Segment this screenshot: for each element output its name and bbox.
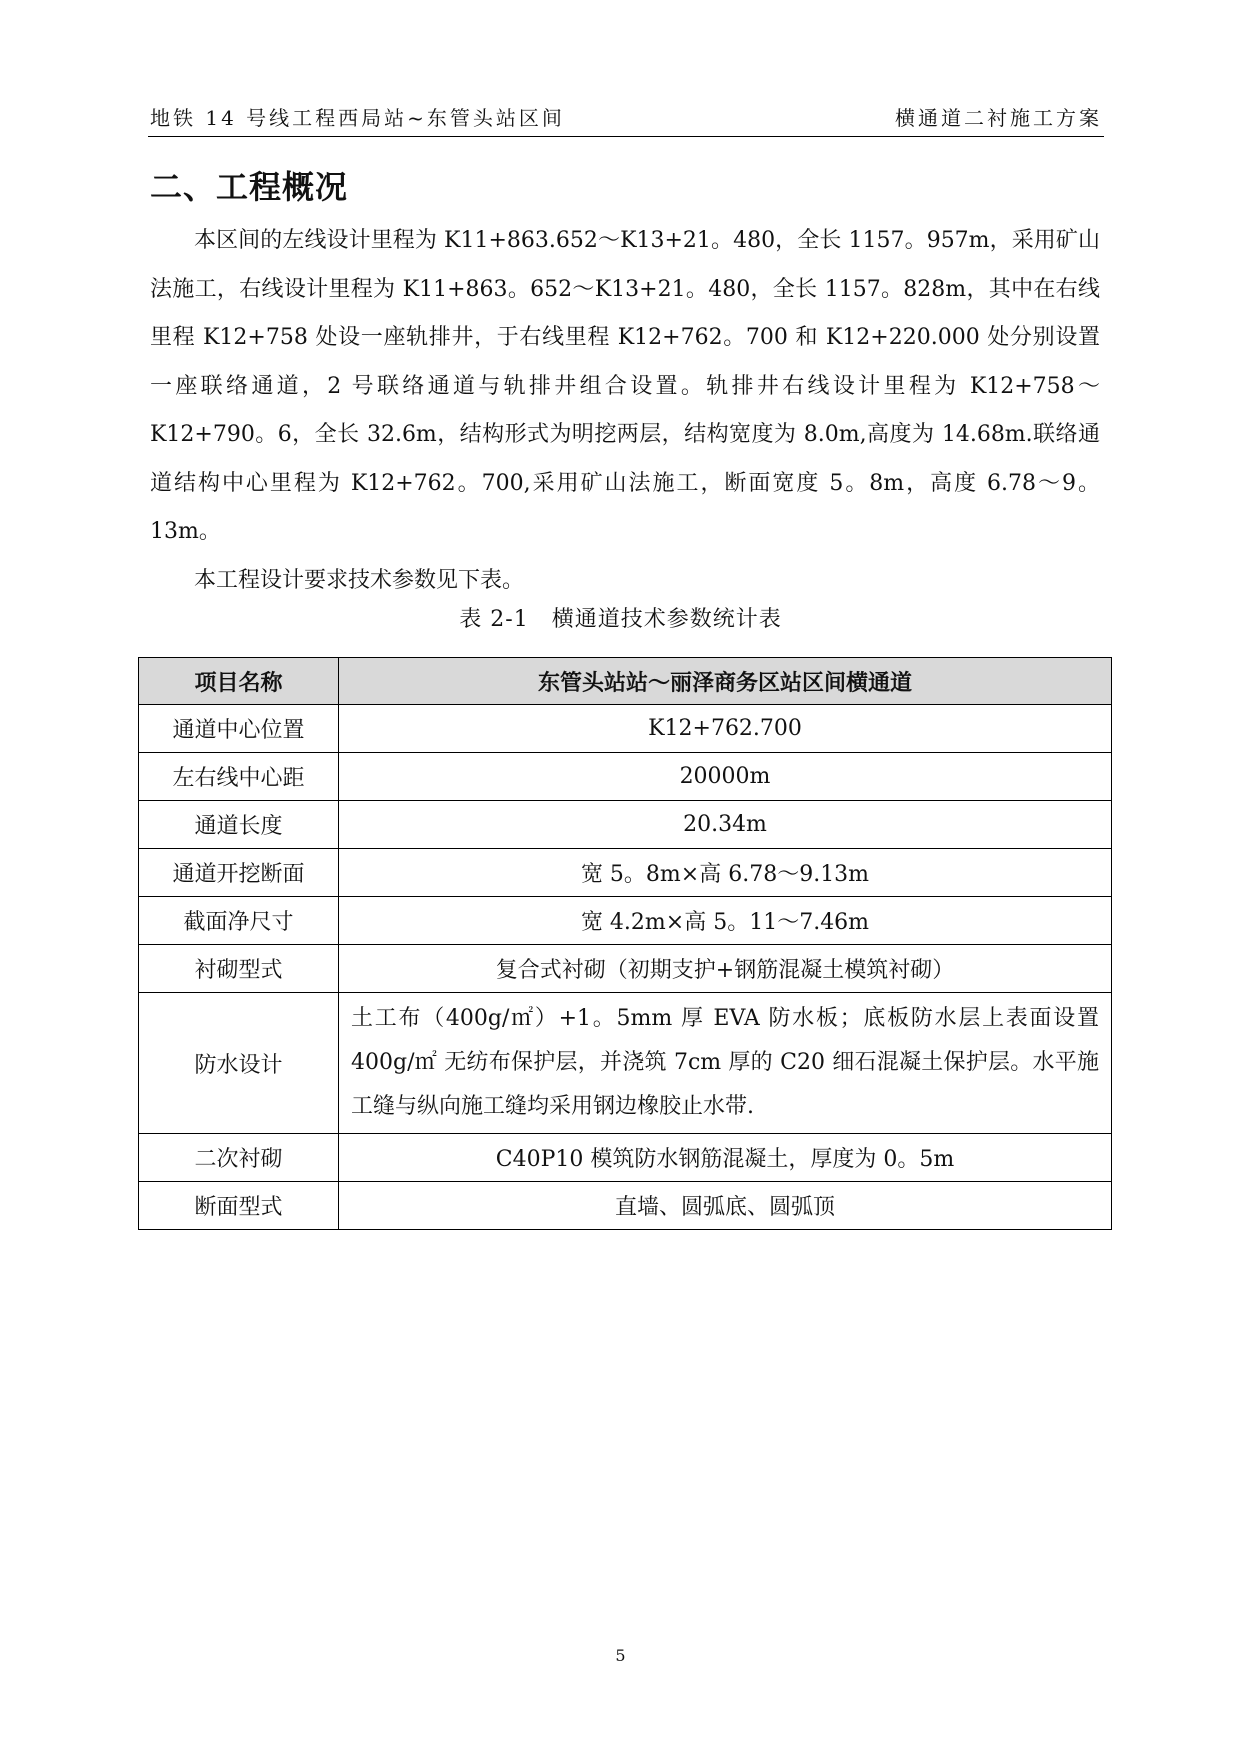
- row-label: 衬砌型式: [139, 945, 339, 993]
- row-label: 二次衬砌: [139, 1134, 339, 1182]
- row-value: 20.34m: [339, 801, 1112, 849]
- row-value: 宽 4.2m×高 5。11～7.46m: [339, 897, 1112, 945]
- overview-paragraph: 本区间的左线设计里程为 K11+863.652～K13+21。480，全长 1157。957m，采用矿山法施工，右线设计里程为 K11+863。652～K13+21。480，全长 1157。828m，其中在右线里程 K12+758 处设一座轨排井，于右线里程 K12+762。700 和 K12+220.000 处分别设置一座联络通道，2 号联络通道与轨排井组合设置。轨排井右线设计里程为 K12+758～K12+790。6，全长 32.6m，结构形式为明挖两层，结构宽度为 8.0m,高度为 14.68m.联络通道结构中心里程为 K12+762。700,采用矿山法施工，断面宽度 5。8m，高度 6.78～9。13m。: [150, 228, 1100, 544]
- row-value: K12+762.700: [339, 705, 1112, 753]
- row-value: 复合式衬砌（初期支护+钢筋混凝土模筑衬砌）: [339, 945, 1112, 993]
- table-header-row: [139, 658, 1112, 705]
- row-label: 截面净尺寸: [139, 897, 339, 945]
- row-value: 20000m: [339, 753, 1112, 801]
- row-label: 通道长度: [139, 801, 339, 849]
- table-row: [139, 1182, 1112, 1230]
- row-value: 宽 5。8m×高 6.78～9.13m: [339, 849, 1112, 897]
- table-row: [139, 993, 1112, 1134]
- table-row: [139, 705, 1112, 753]
- row-label: 通道开挖断面: [139, 849, 339, 897]
- technical-parameters-table: [138, 657, 1112, 1230]
- table-row: [139, 801, 1112, 849]
- table-row: [139, 753, 1112, 801]
- row-value: 直墙、圆弧底、圆弧顶: [339, 1182, 1112, 1230]
- row-label: 断面型式: [139, 1182, 339, 1230]
- table-row: [139, 849, 1112, 897]
- header-item-name: 项目名称: [139, 658, 339, 705]
- table-caption: 表 2-1 横通道技术参数统计表: [459, 607, 782, 632]
- row-label: 防水设计: [139, 993, 339, 1134]
- table-intro-paragraph: 本工程设计要求技术参数见下表。: [194, 568, 525, 593]
- page-number: 5: [615, 1646, 626, 1665]
- header-project-title: 地铁 14 号线工程西局站~东管头站区间: [150, 106, 565, 130]
- header-document-title: 横通道二衬施工方案: [895, 106, 1102, 130]
- header-section-name: 东管头站站～丽泽商务区站区间横通道: [339, 658, 1112, 705]
- table-row: [139, 1134, 1112, 1182]
- row-value: 土工布（400g/㎡）+1。5mm 厚 EVA 防水板；底板防水层上表面设置 400g/㎡ 无纺布保护层，并浇筑 7cm 厚的 C20 细石混凝土保护层。水平施工缝与纵向施工缝均采用钢边橡胶止水带.: [339, 993, 1112, 1134]
- table-row: [139, 945, 1112, 993]
- row-value: C40P10 模筑防水钢筋混凝土，厚度为 0。5m: [339, 1134, 1112, 1182]
- page-header: [148, 100, 1104, 137]
- table-row: [139, 897, 1112, 945]
- row-label: 通道中心位置: [139, 705, 339, 753]
- section-title: 二、工程概况: [150, 168, 349, 206]
- row-label: 左右线中心距: [139, 753, 339, 801]
